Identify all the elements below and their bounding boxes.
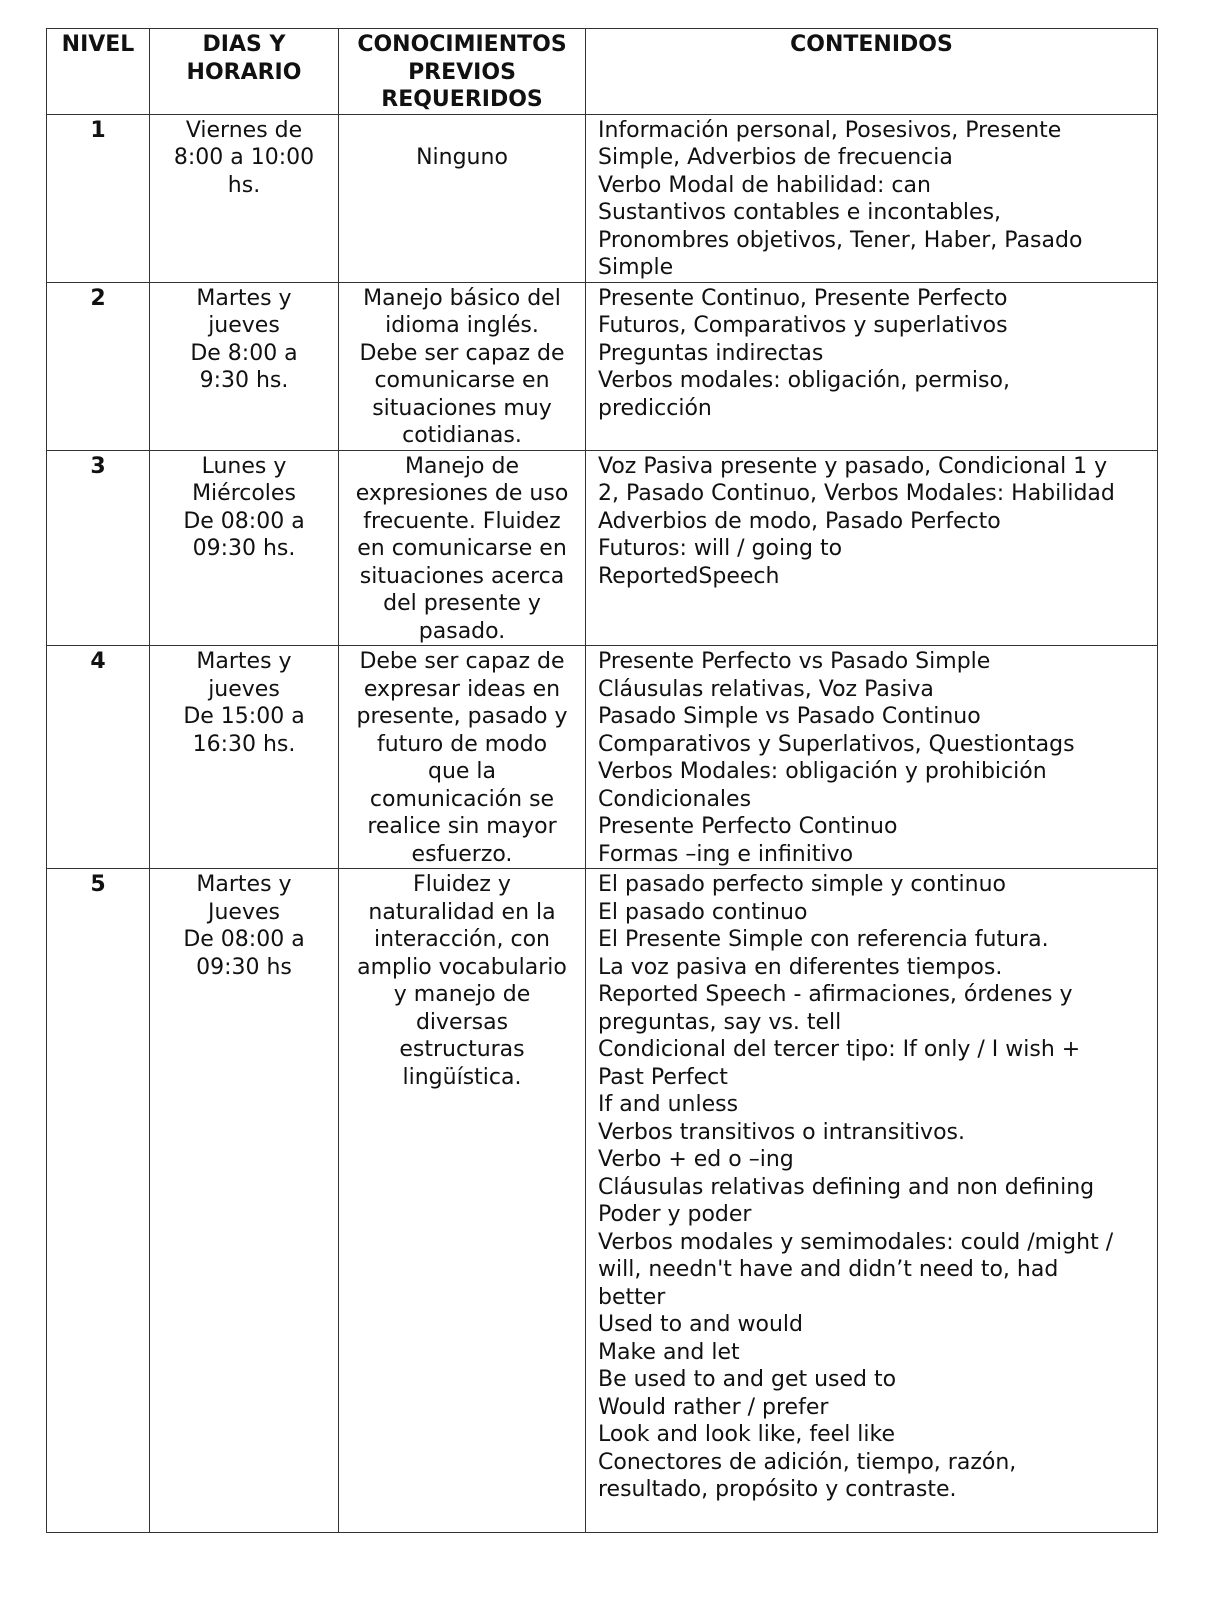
table-row bbox=[47, 114, 1158, 282]
schedule-cell-line: Martes y bbox=[196, 872, 292, 897]
schedule-cell-line: 09:30 hs bbox=[196, 954, 292, 980]
prerequisites-cell-line: que la bbox=[427, 759, 497, 784]
prerequisites-cell-line: expresar ideas en bbox=[363, 676, 561, 702]
level-cell bbox=[47, 114, 150, 282]
header-row bbox=[47, 29, 1158, 115]
schedule-cell bbox=[150, 450, 339, 646]
contents-cell-line: Condicionales bbox=[598, 786, 752, 812]
contents-cell bbox=[586, 646, 1158, 869]
contents-cell-line: Verbos Modales: obligación y prohibición bbox=[598, 759, 1047, 784]
prerequisites-cell bbox=[339, 282, 586, 450]
prerequisites-cell-line: comunicación se bbox=[369, 786, 555, 812]
contents-cell-line: Verbo Modal de habilidad: can bbox=[598, 172, 931, 198]
contents-cell-line: ReportedSpeech bbox=[598, 563, 780, 589]
contents-cell-line: Make and let bbox=[598, 1339, 740, 1365]
schedule-cell-line: jueves bbox=[208, 676, 280, 702]
prerequisites-cell-line: pasado. bbox=[418, 618, 506, 644]
schedule-cell-line: 09:30 hs. bbox=[192, 536, 296, 561]
level-number: 1 bbox=[90, 117, 106, 143]
level-number: 2 bbox=[90, 285, 106, 311]
contents-cell-line: Simple, Adverbios de frecuencia bbox=[598, 145, 953, 170]
contents-cell-line: Sustantivos contables e incontables, bbox=[598, 200, 1002, 225]
level-cell bbox=[47, 450, 150, 646]
contents-cell-line: Presente Perfecto vs Pasado Simple bbox=[598, 649, 991, 674]
schedule-cell-line: Martes y bbox=[196, 649, 292, 674]
prerequisites-cell-line: expresiones de uso bbox=[355, 481, 569, 506]
table-row bbox=[47, 869, 1158, 1533]
prerequisites-cell bbox=[339, 450, 586, 646]
contents-cell-line: predicción bbox=[598, 395, 712, 421]
contents-cell-line: preguntas, say vs. tell bbox=[598, 1009, 842, 1035]
contents-cell-line: Adverbios de modo, Pasado Perfecto bbox=[598, 508, 1001, 534]
header-dias-horario: DIAS Y HORARIO bbox=[150, 29, 339, 115]
contents-cell-line: Información personal, Posesivos, Presente bbox=[598, 117, 1062, 143]
level-number: 3 bbox=[90, 453, 106, 479]
prerequisites-cell-line: interacción, con bbox=[374, 927, 550, 952]
contents-cell-line: Futuros, Comparativos y superlativos bbox=[598, 313, 1008, 338]
contents-cell-line: Presente Continuo, Presente Perfecto bbox=[598, 285, 1008, 311]
schedule-cell-line: Lunes y bbox=[201, 453, 287, 479]
prerequisites-cell-line: Manejo de bbox=[404, 453, 519, 479]
prerequisites-cell-line: esfuerzo. bbox=[411, 841, 513, 867]
contents-cell-line: 2, Pasado Continuo, Verbos Modales: Habilidad bbox=[598, 481, 1115, 506]
prerequisites-cell-line: presente, pasado y bbox=[356, 704, 568, 729]
contents-cell-line: Verbos modales: obligación, permiso, bbox=[598, 368, 1010, 393]
contents-cell-line: Used to and would bbox=[598, 1312, 803, 1337]
prerequisites-cell-line: Fluidez y bbox=[413, 872, 511, 897]
contents-cell-line: Futuros: will / going to bbox=[598, 536, 843, 561]
contents-cell-line: Cláusulas relativas defining and non defining bbox=[598, 1174, 1095, 1200]
contents-cell-line: Verbos modales y semimodales: could /might / bbox=[598, 1229, 1114, 1255]
contents-cell-line: Pasado Simple vs Pasado Continuo bbox=[598, 704, 981, 729]
schedule-cell-line: De 8:00 a bbox=[190, 340, 298, 366]
prerequisites-cell-line: frecuente. Fluidez bbox=[363, 508, 561, 534]
contents-cell-line: Reported Speech - afirmaciones, órdenes y bbox=[598, 982, 1073, 1007]
header-nivel: NIVEL bbox=[47, 29, 150, 115]
prerequisites-cell bbox=[339, 114, 586, 282]
schedule-cell-line: Jueves bbox=[208, 899, 280, 925]
contents-cell bbox=[586, 869, 1158, 1533]
contents-cell-line: Simple bbox=[598, 255, 674, 280]
contents-cell-line: Be used to and get used to bbox=[598, 1367, 897, 1392]
prerequisites-cell-line: situaciones acerca bbox=[359, 563, 565, 589]
contents-cell-line: Voz Pasiva presente y pasado, Condicional 1 y bbox=[598, 453, 1108, 479]
prerequisites-cell-line: estructuras bbox=[399, 1037, 525, 1062]
table-row bbox=[47, 646, 1158, 869]
contents-cell bbox=[586, 114, 1158, 282]
prerequisites-cell-line: lingüística. bbox=[402, 1064, 522, 1090]
schedule-cell-line: Viernes de bbox=[185, 117, 303, 143]
level-cell bbox=[47, 869, 150, 1533]
prerequisites-cell-line: del presente y bbox=[383, 591, 541, 616]
prerequisites-cell-line: Debe ser capaz de bbox=[359, 340, 565, 366]
schedule-cell-line: Miércoles bbox=[192, 481, 296, 506]
contents-cell-line: Verbos transitivos o intransitivos. bbox=[598, 1119, 965, 1145]
prerequisites-cell-line: idioma inglés. bbox=[385, 313, 539, 338]
prerequisites-cell-line: Debe ser capaz de bbox=[359, 649, 565, 674]
level-number: 5 bbox=[90, 872, 106, 897]
prerequisites-cell-line: naturalidad en la bbox=[368, 899, 556, 925]
prerequisites-cell bbox=[339, 646, 586, 869]
prerequisites-cell-line: Manejo básico del bbox=[363, 285, 561, 311]
contents-cell-line: better bbox=[598, 1284, 666, 1310]
contents-cell-line: El Presente Simple con referencia futura. bbox=[598, 927, 1049, 952]
level-cell bbox=[47, 282, 150, 450]
header-contenidos: CONTENIDOS bbox=[586, 29, 1158, 115]
contents-cell-line: Conectores de adición, tiempo, razón, bbox=[598, 1449, 1017, 1475]
course-levels-table bbox=[46, 28, 1158, 1533]
level-cell bbox=[47, 646, 150, 869]
contents-cell-line: El pasado continuo bbox=[598, 899, 808, 925]
contents-cell-line: Condicional del tercer tipo: If only / I wish + bbox=[598, 1037, 1081, 1062]
prerequisites-cell-line: amplio vocabulario bbox=[357, 954, 567, 980]
prerequisites-cell-line: comunicarse en bbox=[374, 368, 550, 393]
prerequisites-cell-line: futuro de modo bbox=[376, 731, 548, 757]
table-row bbox=[47, 282, 1158, 450]
schedule-cell bbox=[150, 869, 339, 1533]
contents-cell-line: Cláusulas relativas, Voz Pasiva bbox=[598, 676, 934, 702]
contents-cell-line: Comparativos y Superlativos, Questiontags bbox=[598, 731, 1075, 757]
schedule-cell-line: De 08:00 a bbox=[183, 927, 305, 952]
contents-cell-line: Preguntas indirectas bbox=[598, 340, 824, 366]
schedule-cell-line: 8:00 a 10:00 bbox=[173, 145, 315, 170]
schedule-cell-line: 16:30 hs. bbox=[192, 731, 296, 757]
contents-cell-line: Formas –ing e infinitivo bbox=[598, 841, 854, 867]
contents-cell bbox=[586, 450, 1158, 646]
contents-cell-line: If and unless bbox=[598, 1092, 739, 1117]
contents-cell-line: will, needn't have and didn’t need to, had bbox=[598, 1257, 1059, 1282]
schedule-cell bbox=[150, 114, 339, 282]
header-conocimientos: CONOCIMIENTOS PREVIOS REQUERIDOS bbox=[339, 29, 586, 115]
prerequisites-cell bbox=[339, 869, 586, 1533]
schedule-cell-line: jueves bbox=[208, 313, 280, 338]
schedule-cell-line: De 08:00 a bbox=[183, 508, 305, 534]
prerequisites-cell-line: diversas bbox=[415, 1009, 509, 1035]
prerequisites-cell-line: situaciones muy bbox=[372, 395, 552, 421]
prerequisites-cell-line: y manejo de bbox=[393, 982, 531, 1007]
schedule-cell-line: Martes y bbox=[196, 285, 292, 311]
contents-cell-line: Poder y poder bbox=[598, 1202, 752, 1227]
contents-cell-line: Would rather / prefer bbox=[598, 1394, 829, 1420]
contents-cell-line: Look and look like, feel like bbox=[598, 1422, 896, 1447]
level-number: 4 bbox=[90, 649, 106, 674]
contents-cell-line: Verbo + ed o –ing bbox=[598, 1147, 794, 1172]
contents-cell-line: Pronombres objetivos, Tener, Haber, Pasado bbox=[598, 227, 1083, 253]
table-row bbox=[47, 450, 1158, 646]
prerequisites-cell-line: Ninguno bbox=[416, 145, 508, 170]
contents-cell bbox=[586, 282, 1158, 450]
contents-cell-line: Past Perfect bbox=[598, 1064, 728, 1090]
prerequisites-cell-line: cotidianas. bbox=[402, 423, 522, 448]
schedule-cell bbox=[150, 282, 339, 450]
contents-cell-line: La voz pasiva en diferentes tiempos. bbox=[598, 954, 1003, 980]
schedule-cell-line: De 15:00 a bbox=[183, 704, 305, 729]
contents-cell-line: Presente Perfecto Continuo bbox=[598, 814, 898, 839]
schedule-cell-line: hs. bbox=[227, 172, 261, 198]
contents-cell-line: resultado, propósito y contraste. bbox=[598, 1477, 957, 1502]
contents-cell-line: El pasado perfecto simple y continuo bbox=[598, 872, 1007, 897]
prerequisites-cell-line: en comunicarse en bbox=[357, 536, 567, 561]
schedule-cell-line: 9:30 hs. bbox=[199, 368, 289, 393]
schedule-cell bbox=[150, 646, 339, 869]
prerequisites-cell-line: realice sin mayor bbox=[367, 814, 557, 839]
